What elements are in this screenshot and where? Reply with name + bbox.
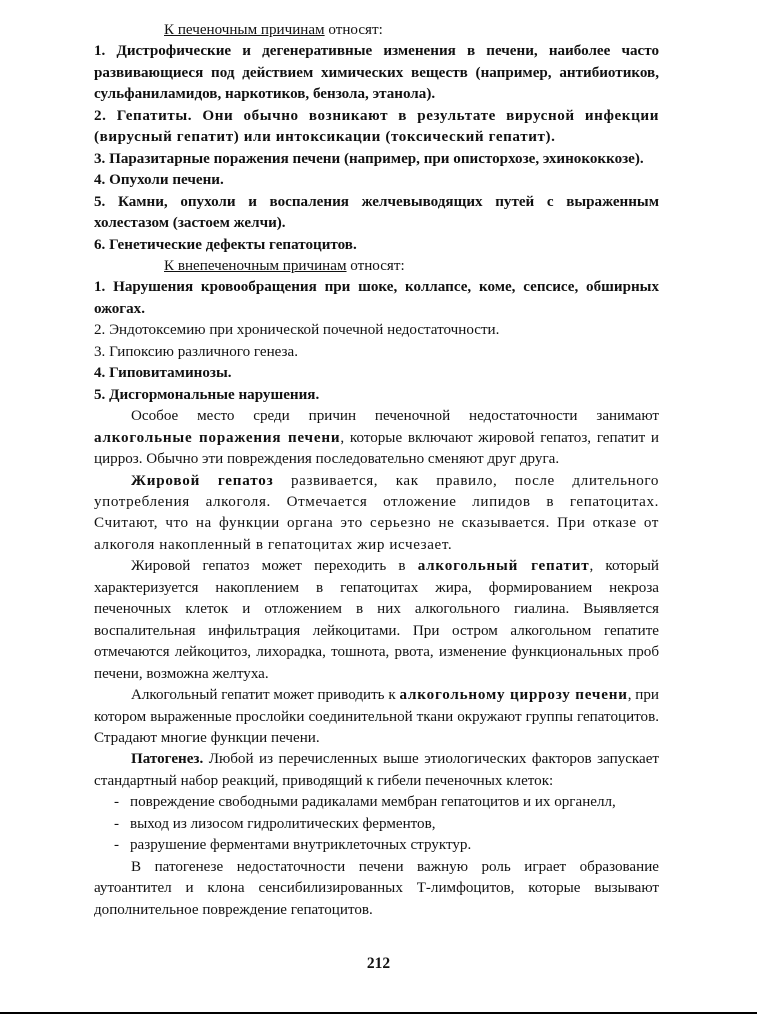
list-item-text: разрушение ферментами внутриклеточных структур. [130, 837, 472, 854]
paragraph-autoantibodies: В патогенезе недостаточности печени важную роль играет образование аутоантител и клона сенсибилизированных Т-лимфоцитов, которые вызывают дополнительное повреждение гепатоцитов. [94, 858, 659, 918]
paragraph-alcoholic-cirrhosis-end: , при котором выраженные прослойки соединительной ткани окружают группы гепатоцитов. Страдают многие функции печени. [94, 687, 660, 746]
list-item [114, 814, 659, 835]
term-alcoholic-hepatitis: алкогольный гепатит [417, 558, 590, 575]
section-heading-extrahepatic-rest: относят: [346, 257, 405, 274]
extrahepatic-cause-3: 3. Гипоксию различного генеза. [94, 343, 298, 360]
list-item-text: выход из лизосом гидролитических ферментов, [130, 815, 436, 832]
list-item [114, 792, 659, 813]
section-heading-hepatic [94, 20, 659, 41]
paragraph-alcoholic-damage [94, 406, 659, 470]
term-pathogenesis: Патогенез. [131, 751, 204, 768]
section-heading-hepatic-underlined: К печеночным причинам [164, 22, 325, 38]
dash-marker: - [114, 815, 120, 832]
paragraph-alcoholic-hepatitis [94, 556, 659, 685]
hepatic-cause-6: 6. Генетические дефекты гепатоцитов. [94, 236, 357, 253]
term-alcoholic-cirrhosis: алкогольному циррозу печени [399, 687, 628, 704]
dash-marker: - [114, 794, 120, 811]
paragraph-pathogenesis [94, 749, 659, 792]
extrahepatic-cause-1: 1. Нарушения кровообращения при шоке, коллапсе, коме, сепсисе, обширных ожогах. [94, 279, 659, 317]
section-heading-extrahepatic-underlined: К внепеченочным причинам [164, 257, 347, 274]
hepatic-cause-1: 1. Дистрофические и дегенеративные изменения в печени, наиболее часто развивающиеся под действием химических веществ (например, антибиотиков, сульфаниламидов, наркотиков, бензола, этанола). [94, 43, 659, 103]
pathogenesis-list [94, 792, 659, 856]
extrahepatic-cause-2: 2. Эндотоксемию при хронической почечной недостаточности. [94, 322, 500, 339]
paragraph-alcoholic-damage-end: , которые включают жировой гепатоз, гепатит и цирроз. Обычно эти повреждения последовательно сменяют друг друга. [94, 429, 659, 468]
term-fatty-hepatosis: Жировой гепатоз [131, 472, 274, 489]
paragraph-fatty-hepatosis [94, 471, 659, 557]
list-item [114, 835, 659, 856]
hepatic-cause-5: 5. Камни, опухоли и воспаления желчевыводящих путей с выраженным холестазом (застоем желчи). [94, 193, 659, 232]
paragraph-alcoholic-hepatitis-start: Жировой гепатоз может переходить в [131, 558, 418, 575]
paragraph-fatty-hepatosis-text: развивается, как правило, после длительного употребления алкоголя. Отмечается отложение липидов в гепатоцитах. Считают, что на функции органа это серьезно не сказывается. При отказе от алкоголя накопленный в гепатоцитах жир исчезает. [94, 472, 659, 553]
hepatic-cause-4: 4. Опухоли печени. [94, 172, 224, 189]
hepatic-cause-2: 2. Гепатиты. Они обычно возникают в результате вирусной инфекции (вирусный гепатит) или интоксикации (токсический гепатит). [94, 107, 659, 146]
section-heading-hepatic-rest: относят: [324, 22, 383, 38]
section-heading-extrahepatic [94, 256, 659, 277]
paragraph-pathogenesis-text: Любой из перечисленных выше этиологических факторов запускает стандартный набор реакций, приводящий к гибели печеночных клеток: [94, 751, 659, 789]
scan-bottom-border [0, 1012, 757, 1014]
page-number: 212 [366, 955, 391, 972]
extrahepatic-cause-5: 5. Дисгормональные нарушения. [94, 386, 320, 403]
dash-marker: - [114, 837, 120, 854]
hepatic-cause-3: 3. Паразитарные поражения печени (например, при описторхозе, эхинококкозе). [94, 150, 644, 167]
extrahepatic-cause-4: 4. Гиповитаминозы. [94, 365, 232, 382]
paragraph-alcoholic-hepatitis-end: , который характеризуется накоплением в гепатоцитах жира, формированием некроза печеночных клеток и отложением в них алкогольного гиалина. Выявляется воспалительная инфильтрация лейкоцитами. При остром алкогольном гепатите отмечаются лейкоцитоз, лихорадка, тошнота, рвота, изменение функциональных проб печени, возможна желтуха. [94, 558, 660, 682]
list-item-text: повреждение свободными радикалами мембран гепатоцитов и их органелл, [130, 794, 616, 811]
paragraph-alcoholic-damage-start: Особое место среди причин печеночной недостаточности занимают [131, 408, 659, 425]
paragraph-alcoholic-cirrhosis-start: Алкогольный гепатит может приводить к [131, 687, 400, 704]
paragraph-alcoholic-cirrhosis [94, 685, 659, 749]
term-alcoholic-liver-damage: алкогольные поражения печени [94, 429, 341, 446]
